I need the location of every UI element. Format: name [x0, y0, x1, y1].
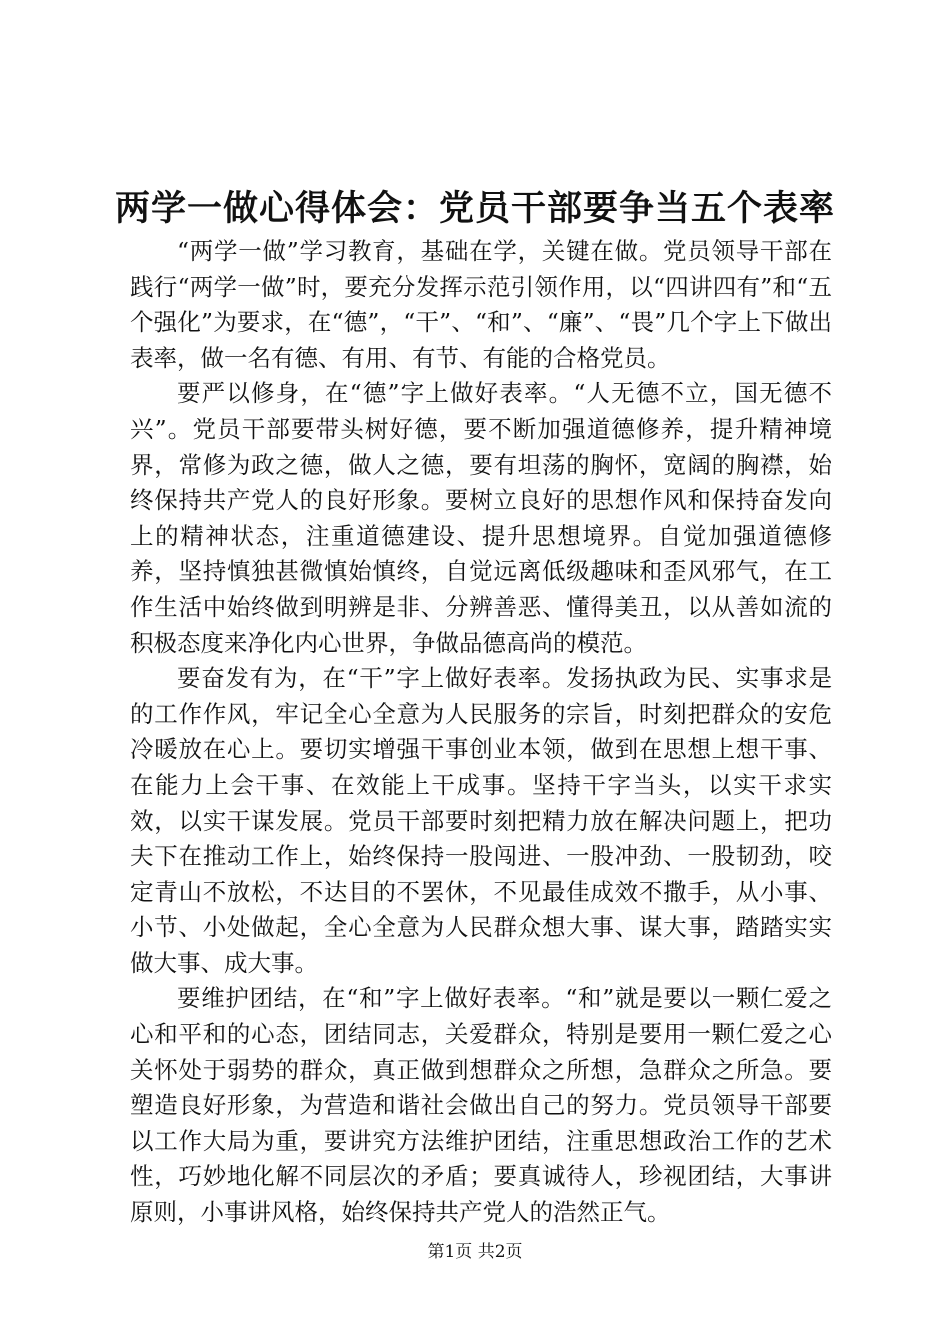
paragraph-he: 要维护团结，在“和”字上做好表率。“和”就是要以一颗仁爱之心和平和的心态，团结同志，关爱群众，特别是要用一颗仁爱之心关怀处于弱势的群众，真正做到想群众之所想，急群众之所急。要塑造良好形象，为营造和谐社会做出自己的努力。党员领导干部要以工作大局为重，要讲究方法维护团结，注重思想政治工作的艺术性，巧妙地化解不同层次的矛盾；要真诚待人，珍视团结，大事讲原则，小事讲风格，始终保持共产党人的浩然正气。: [130, 984, 832, 1227]
paragraph-gan: 要奋发有为，在“干”字上做好表率。发扬执政为民、实事求是的工作作风，牢记全心全意为人民服务的宗旨，时刻把群众的安危冷暖放在心上。要切实增强干事创业本领，做到在思想上想干事、在能力上会干事、在效能上干成事。坚持干字当头，以实干求实效，以实干谋发展。党员干部要时刻把精力放在解决问题上，把功夫下在推动工作上，始终保持一股闯进、一股冲劲、一股韧劲，咬定青山不放松，不达目的不罢休，不见最佳成效不撒手，从小事、小节、小处做起，全心全意为人民群众想大事、谋大事，踏踏实实做大事、成大事。: [130, 664, 832, 977]
paragraph-intro: “两学一做”学习教育，基础在学，关键在做。党员领导干部在践行“两学一做”时，要充分发挥示范引领作用，以“四讲四有”和“五个强化”为要求，在“德”，“干”、“和”、“廉”、“畏”几个字上下做出表率，做一名有德、有用、有节、有能的合格党员。: [130, 237, 832, 372]
paragraph-de: 要严以修身，在“德”字上做好表率。“人无德不立，国无德不兴”。党员干部要带头树好德，要不断加强道德修养，提升精神境界，常修为政之德，做人之德，要有坦荡的胸怀，宽阔的胸襟，始终保持共产党人的良好形象。要树立良好的思想作风和保持奋发向上的精神状态，注重道德建设、提升思想境界。自觉加强道德修养，坚持慎独甚微慎始慎终，自觉远离低级趣味和歪风邪气，在工作生活中始终做到明辨是非、分辨善恶、懂得美丑，以从善如流的积极态度来净化内心世界，争做品德高尚的模范。: [130, 379, 832, 657]
page-number: 第1页 共2页: [427, 1242, 523, 1262]
document-title: 两学一做心得体会：党员干部要争当五个表率: [114, 188, 835, 229]
document-body: [130, 234, 832, 1231]
